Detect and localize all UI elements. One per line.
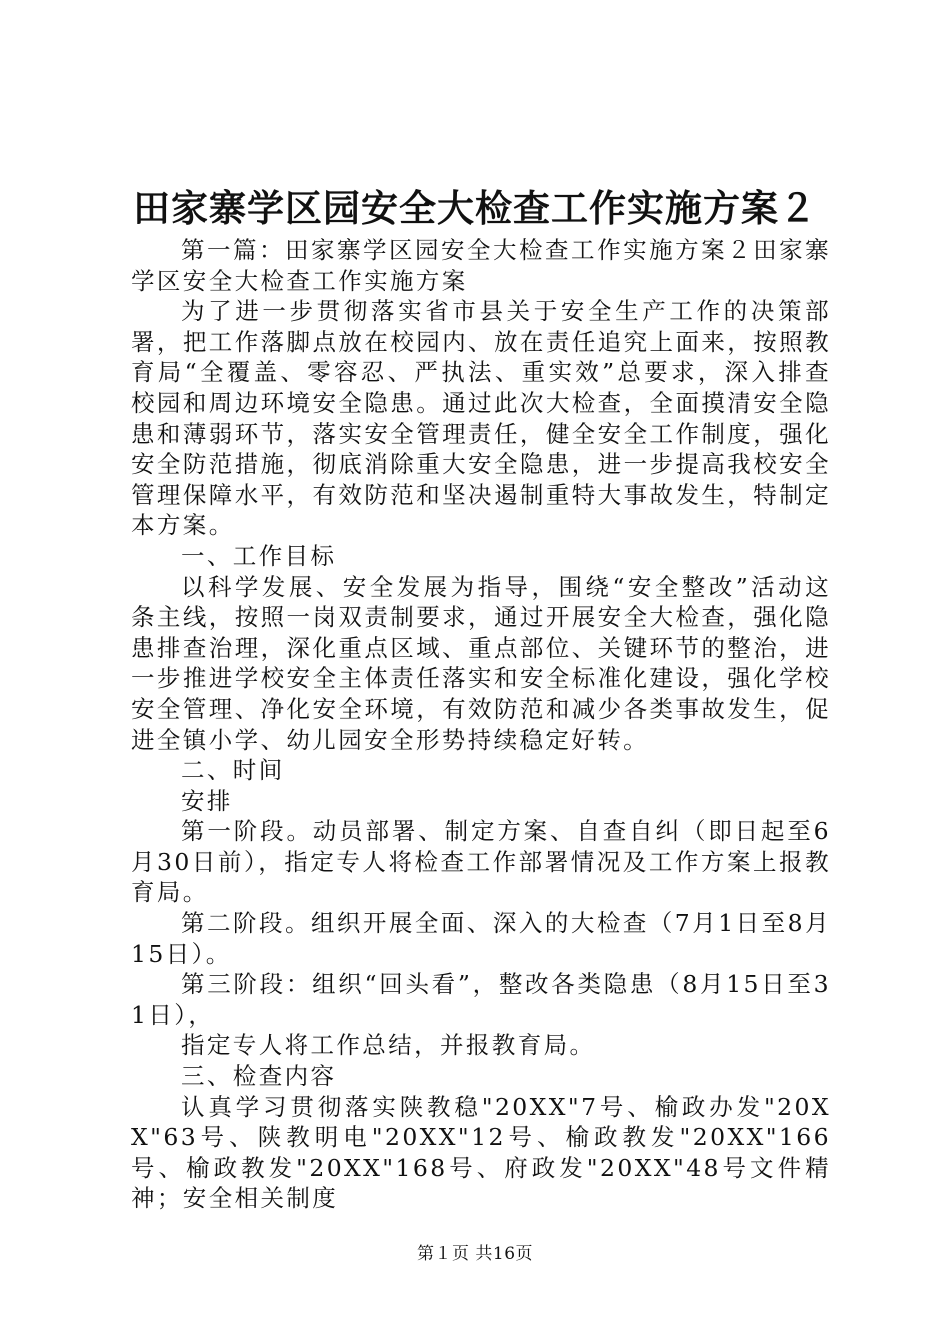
- paragraph-summary-report: 指定专人将工作总结，并报教育局。: [181, 1031, 596, 1060]
- paragraph-arrangement: 安排: [181, 786, 233, 815]
- page-number-footer: 第１页 共16页: [416, 1244, 534, 1264]
- document-body: [131, 235, 831, 1214]
- paragraph-intro: 第一篇：田家寨学区园安全大检查工作实施方案２田家寨学区安全大检查工作实施方案: [131, 236, 831, 295]
- paragraph-stage-one: 第一阶段。动员部署、制定方案、自查自纠（即日起至6月30日前），指定专人将检查工作部署情况及工作方案上报教育局。: [131, 817, 831, 907]
- section-heading-content: 三、检查内容: [181, 1062, 337, 1091]
- section-heading-time: 二、时间: [181, 756, 285, 785]
- paragraph-purpose: 为了进一步贯彻落实省市县关于安全生产工作的决策部署，把工作落脚点放在校园内、放在责任追究上面来，按照教育局“全覆盖、零容忍、严执法、重实效”总要求，深入排查校园和周边环境安全隐患。通过此次大检查，全面摸清安全隐患和薄弱环节，落实安全管理责任，健全安全工作制度，强化安全防范措施，彻底消除重大安全隐患，进一步提高我校安全管理保障水平，有效防范和坚决遏制重特大事故发生，特制定本方案。: [131, 297, 831, 540]
- paragraph-goals: 以科学发展、安全发展为指导，围绕“安全整改”活动这条主线，按照一岗双责制要求，通过开展安全大检查，强化隐患排查治理，深化重点区域、重点部位、关键环节的整治，进一步推进学校安全主体责任落实和安全标准化建设，强化学校安全管理、净化安全环境，有效防范和减少各类事故发生，促进全镇小学、幼儿园安全形势持续稳定好转。: [131, 572, 831, 754]
- paragraph-stage-three: 第三阶段：组织“回头看”，整改各类隐患（8月15日至31日），: [131, 970, 831, 1029]
- document-title: 田家寨学区园安全大检查工作实施方案２: [133, 186, 817, 230]
- paragraph-content: 认真学习贯彻落实陕教稳"20XX"7号、榆政办发"20XX"63号、陕教明电"20XX"12号、榆政教发"20XX"166号、榆政教发"20XX"168号、府政发"20XX"48号文件精神；安全相关制度: [131, 1092, 831, 1213]
- section-heading-goals: 一、工作目标: [181, 541, 337, 570]
- paragraph-stage-two: 第二阶段。组织开展全面、深入的大检查（7月1日至8月15日）。: [131, 909, 831, 968]
